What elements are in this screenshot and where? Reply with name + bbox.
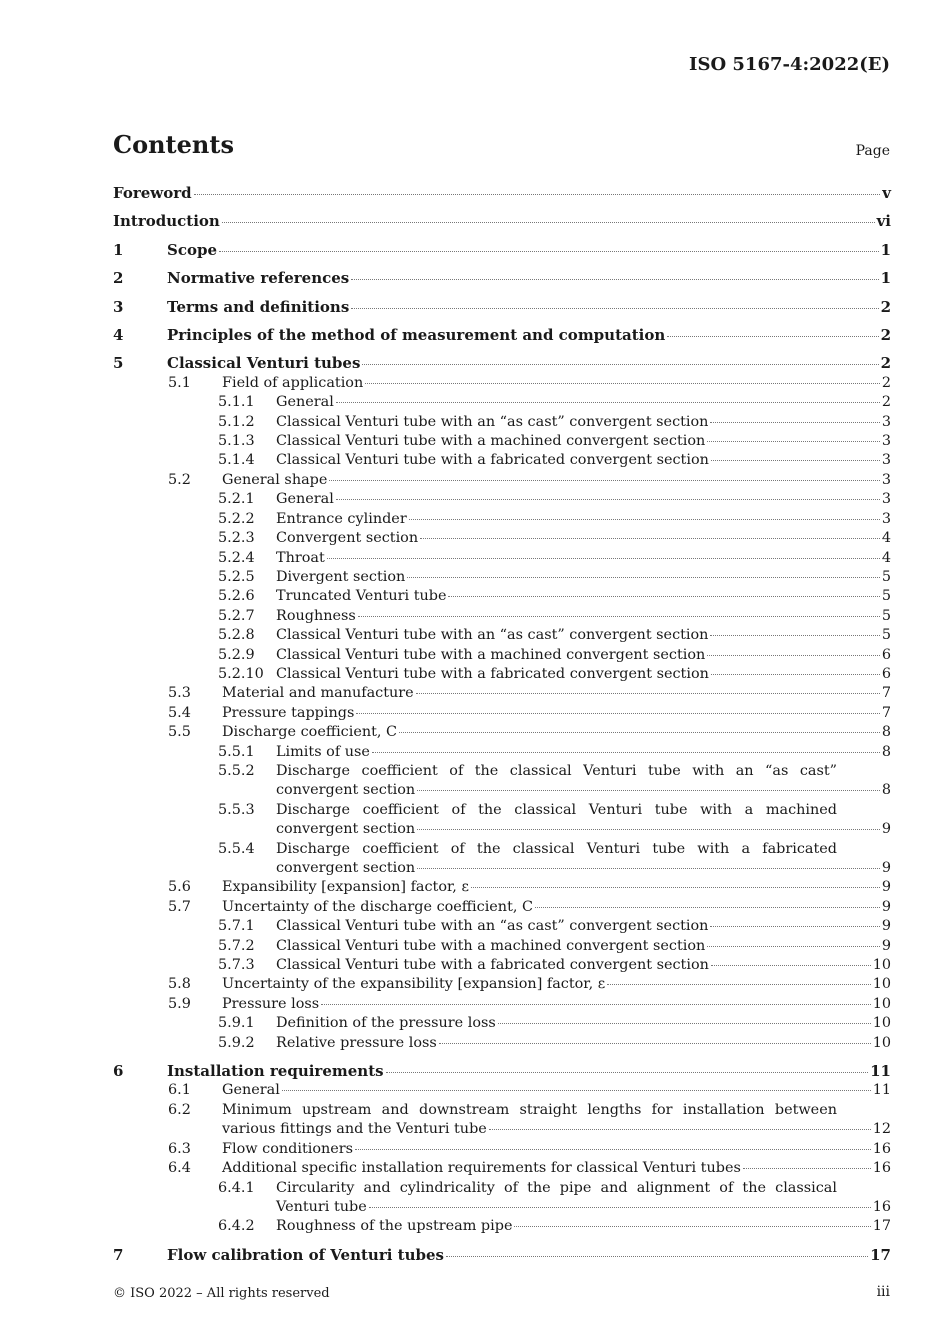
toc-entry[interactable]: [113, 1101, 891, 1140]
toc-entry-title: Classical Venturi tube with a machined convergent section: [276, 433, 706, 450]
toc-entry[interactable]: [113, 1159, 891, 1178]
toc-leader-dots: [329, 480, 879, 481]
toc-entry[interactable]: [113, 704, 891, 723]
toc-entry[interactable]: [113, 298, 891, 317]
toc-entry-page: 9: [881, 898, 891, 915]
toc-entry-page: 11: [870, 1062, 891, 1081]
toc-entry-number: 5.8: [168, 976, 191, 993]
toc-entry-page: 8: [881, 724, 891, 741]
toc-entry[interactable]: [113, 1217, 891, 1236]
toc-leader-dots: [336, 499, 880, 500]
toc-entry[interactable]: [113, 354, 891, 373]
toc-entry-page: 16: [872, 1198, 891, 1215]
toc-entry[interactable]: [113, 762, 891, 801]
toc-entry-title: Introduction: [113, 212, 220, 231]
toc-leader-dots: [711, 965, 871, 966]
toc-entry-page: 11: [872, 1082, 891, 1099]
toc-entry-page: 10: [872, 1015, 891, 1032]
toc-entry-number: 6.1: [168, 1082, 191, 1099]
toc-entry-page: 7: [881, 704, 891, 721]
toc-entry[interactable]: [113, 1062, 891, 1081]
toc-leader-dots: [420, 538, 880, 539]
toc-entry-title: Normative references: [167, 269, 350, 288]
toc-entry[interactable]: [113, 975, 891, 994]
toc-leader-dots: [219, 251, 879, 252]
toc-entry[interactable]: [113, 1140, 891, 1159]
toc-entry-page: 9: [881, 860, 891, 876]
toc-leader-dots: [356, 713, 880, 714]
toc-entry-page: 8: [881, 782, 891, 799]
toc-entry-title: Circularity and cylindricality of the pipe and alignment of the classical: [276, 1179, 837, 1196]
toc-entry-title: Discharge coefficient of the classical Venturi tube with an “as cast”: [276, 762, 837, 779]
toc-entry-page: 5: [881, 568, 891, 585]
toc-entry-number: 5.1: [168, 374, 191, 391]
toc-leader-dots: [399, 732, 880, 733]
toc-entry-page: 6: [881, 665, 891, 682]
page-number: iii: [876, 1284, 890, 1300]
toc-entry-number: 5.2.9: [218, 646, 255, 663]
toc-entry[interactable]: [113, 568, 891, 587]
toc-entry-title: Pressure loss: [222, 995, 320, 1012]
toc-entry-number: 5.2.5: [218, 568, 255, 585]
copyright-notice: © ISO 2022 – All rights reserved: [113, 1286, 330, 1301]
toc-entry-title: Limits of use: [276, 743, 370, 760]
toc-entry-title: Scope: [167, 240, 218, 259]
toc-entry-number: 5: [113, 354, 124, 373]
toc-entry-title: Discharge coefficient of the classical Venturi tube with a fabricated: [276, 840, 837, 857]
toc-entry-title: Classical Venturi tube with an “as cast” convergent section: [276, 413, 709, 430]
toc-entry-number: 5.7: [168, 898, 191, 915]
toc-entry-number: 5.1.3: [218, 433, 255, 450]
toc-entry-number: 5.2.4: [218, 549, 255, 566]
toc-entry-number: 5.5.4: [218, 840, 255, 857]
toc-entry[interactable]: [113, 490, 891, 509]
toc-entry[interactable]: [113, 684, 891, 703]
toc-entry[interactable]: [113, 646, 891, 665]
toc-entry-page: 2: [880, 297, 891, 316]
toc-entry-title: Foreword: [113, 184, 192, 202]
toc-entry-title: Uncertainty of the discharge coefficient, C: [222, 898, 534, 915]
toc-entry-page: vi: [876, 212, 891, 231]
toc-entry-title: General: [276, 491, 334, 508]
toc-entry[interactable]: [113, 184, 891, 203]
toc-entry-number: 5.6: [168, 879, 191, 896]
toc-entry[interactable]: [113, 878, 891, 897]
toc-entry-title-continued: convergent section: [276, 782, 416, 799]
toc-leader-dots: [417, 829, 880, 830]
toc-entry-title: Classical Venturi tubes: [167, 354, 361, 373]
toc-leader-dots: [417, 868, 880, 869]
toc-entry-page: 3: [881, 510, 891, 527]
toc-entry-title: Relative pressure loss: [276, 1034, 437, 1051]
toc-entry-title: Expansibility [expansion] factor, ε: [222, 879, 469, 896]
toc-entry-title-continued: Venturi tube: [276, 1198, 367, 1215]
toc-entry-title-continued: various fittings and the Venturi tube: [222, 1121, 487, 1138]
toc-entry-title: Discharge coefficient, C: [222, 724, 398, 741]
toc-entry[interactable]: [113, 212, 891, 231]
toc-entry-title: Classical Venturi tube with an “as cast” convergent section: [276, 918, 709, 935]
toc-entry[interactable]: [113, 393, 891, 412]
toc-entry-number: 6: [113, 1062, 124, 1081]
toc-entry[interactable]: [113, 241, 891, 260]
toc-entry-page: 3: [881, 413, 891, 430]
toc-entry-number: 5.2.3: [218, 530, 255, 547]
toc-entry[interactable]: [113, 587, 891, 606]
toc-entry-title: Terms and definitions: [167, 297, 350, 316]
toc-entry[interactable]: [113, 801, 891, 840]
toc-entry-title: General: [222, 1082, 280, 1099]
toc-entry-number: 3: [113, 297, 124, 316]
toc-entry-title: Principles of the method of measurement and computation: [167, 326, 666, 345]
toc-entry-page: 3: [881, 471, 891, 488]
toc-entry-title: Classical Venturi tube with a fabricated convergent section: [276, 665, 709, 682]
toc-entry[interactable]: [113, 549, 891, 568]
toc-entry-page: 4: [881, 549, 891, 566]
toc-entry-page: 10: [872, 1034, 891, 1051]
toc-entry[interactable]: [113, 326, 891, 345]
toc-entry-title: Uncertainty of the expansibility [expansion] factor, ε: [222, 976, 606, 993]
toc-leader-dots: [514, 1226, 870, 1227]
toc-entry-page: 3: [881, 433, 891, 450]
toc-entry-title: Flow calibration of Venturi tubes: [167, 1245, 444, 1264]
toc-entry[interactable]: [113, 995, 891, 1014]
toc-leader-dots: [667, 336, 878, 337]
toc-entry[interactable]: [113, 607, 891, 626]
toc-leader-dots: [194, 194, 881, 195]
toc-entry-page: 2: [881, 394, 891, 411]
toc-entry-title: General shape: [222, 471, 328, 488]
toc-entry[interactable]: [113, 510, 891, 529]
toc-entry[interactable]: [113, 723, 891, 742]
toc-entry[interactable]: [113, 374, 891, 393]
document-id: ISO 5167-4:2022(E): [689, 54, 890, 75]
toc-entry-title: Throat: [276, 549, 325, 566]
toc-entry-title: Roughness of the upstream pipe: [276, 1218, 513, 1235]
toc-entry-title: Roughness: [276, 607, 356, 624]
toc-leader-dots: [327, 558, 880, 559]
toc-entry[interactable]: [113, 665, 891, 684]
toc-entry-title: Truncated Venturi tube: [276, 588, 447, 605]
toc-entry-page: 7: [881, 685, 891, 702]
toc-entry-title: Pressure tappings: [222, 704, 355, 721]
toc-entry[interactable]: [113, 956, 891, 975]
toc-leader-dots: [710, 635, 879, 636]
toc-entry-number: 2: [113, 269, 124, 288]
toc-entry-page: 10: [872, 995, 891, 1012]
toc-entry[interactable]: [113, 471, 891, 490]
toc-entry-title: Material and manufacture: [222, 685, 414, 702]
toc-leader-dots: [417, 790, 880, 791]
toc-leader-dots: [336, 402, 880, 403]
toc-leader-dots: [743, 1168, 871, 1169]
toc-leader-dots: [372, 752, 880, 753]
toc-leader-dots: [471, 887, 880, 888]
toc-entry-page: 5: [881, 607, 891, 624]
toc-entry[interactable]: [113, 413, 891, 432]
toc-entry-number: 5.2: [168, 471, 191, 488]
toc-entry-title: Entrance cylinder: [276, 510, 407, 527]
toc-entry[interactable]: [113, 743, 891, 762]
toc-entry-page: v: [882, 184, 891, 202]
toc-entry-page: 8: [881, 743, 891, 760]
toc-entry-page: 16: [872, 1160, 891, 1177]
toc-entry-number: 6.4: [168, 1160, 191, 1177]
toc-entry-number: 5.2.1: [218, 491, 255, 508]
toc-entry-number: 4: [113, 326, 124, 345]
toc-entry-page: 4: [881, 530, 891, 547]
toc-entry[interactable]: [113, 451, 891, 470]
toc-entry-title: Minimum upstream and downstream straight lengths for installation between: [222, 1101, 837, 1118]
toc-entry-number: 5.1.2: [218, 413, 255, 430]
toc-leader-dots: [711, 674, 880, 675]
toc-entry[interactable]: [113, 1246, 891, 1265]
toc-entry-page: 10: [872, 976, 891, 993]
toc-entry-page: 2: [881, 374, 891, 391]
toc-leader-dots: [362, 364, 878, 365]
toc-entry-number: 5.2.7: [218, 607, 255, 624]
toc-entry-page: 1: [880, 240, 891, 259]
toc-entry-number: 5.5.1: [218, 743, 255, 760]
toc-leader-dots: [489, 1129, 871, 1130]
toc-leader-dots: [355, 1149, 871, 1150]
toc-entry-page: 2: [880, 354, 891, 373]
toc-entry-number: 7: [113, 1245, 124, 1264]
toc-entry-page: 10: [872, 957, 891, 974]
toc-entry-page: 5: [881, 627, 891, 644]
toc-entry-page: 3: [881, 491, 891, 508]
toc-entry-page: 17: [872, 1218, 891, 1235]
toc-entry-title: Divergent section: [276, 568, 406, 585]
toc-entry-page: 17: [870, 1245, 891, 1264]
toc-entry-title: General: [276, 394, 334, 411]
toc-entry-number: 5.2.8: [218, 627, 255, 644]
toc-entry-page: 6: [881, 646, 891, 663]
toc-entry-number: 5.1.1: [218, 394, 255, 411]
toc-entry[interactable]: [113, 626, 891, 645]
toc-entry-title: Installation requirements: [167, 1062, 384, 1081]
toc-entry-number: 5.2.6: [218, 588, 255, 605]
toc-leader-dots: [710, 422, 879, 423]
toc-leader-dots: [416, 693, 880, 694]
toc-entry-title: Additional specific installation requirements for classical Venturi tubes: [222, 1160, 741, 1177]
toc-leader-dots: [446, 1256, 868, 1257]
toc-leader-dots: [321, 1004, 871, 1005]
toc-entry-number: 5.5.2: [218, 762, 255, 779]
toc-leader-dots: [707, 946, 880, 947]
table-of-contents: [113, 184, 891, 1265]
toc-entry-title: Classical Venturi tube with a fabricated convergent section: [276, 957, 709, 974]
toc-leader-dots: [358, 616, 880, 617]
toc-leader-dots: [535, 907, 880, 908]
toc-entry-title: Classical Venturi tube with an “as cast” convergent section: [276, 627, 709, 644]
toc-entry[interactable]: [113, 529, 891, 548]
toc-entry-page: 1: [880, 269, 891, 288]
toc-leader-dots: [707, 655, 880, 656]
toc-entry-page: 9: [881, 918, 891, 935]
toc-entry-title: Discharge coefficient of the classical Venturi tube with a machined: [276, 801, 837, 818]
toc-entry[interactable]: [113, 937, 891, 956]
toc-entry-title: Classical Venturi tube with a machined convergent section: [276, 937, 706, 954]
toc-leader-dots: [351, 308, 878, 309]
toc-leader-dots: [448, 596, 879, 597]
toc-leader-dots: [409, 519, 880, 520]
toc-entry-title: Field of application: [222, 374, 364, 391]
toc-leader-dots: [439, 1043, 871, 1044]
toc-leader-dots: [351, 279, 878, 280]
toc-entry-page: 5: [881, 588, 891, 605]
toc-entry-number: 5.2.2: [218, 510, 255, 527]
toc-entry-number: 5.7.3: [218, 957, 255, 974]
contents-heading: Contents: [113, 130, 234, 159]
toc-entry[interactable]: [113, 1179, 891, 1218]
toc-leader-dots: [365, 383, 880, 384]
toc-entry-title: Classical Venturi tube with a machined convergent section: [276, 646, 706, 663]
toc-entry-number: 5.3: [168, 685, 191, 702]
toc-leader-dots: [607, 984, 870, 985]
toc-entry-number: 5.5: [168, 724, 191, 741]
toc-entry-title: Classical Venturi tube with a fabricated convergent section: [276, 452, 709, 469]
toc-entry-title-continued: convergent section: [276, 860, 416, 876]
toc-entry-number: 6.4.2: [218, 1218, 255, 1235]
toc-entry-number: 5.5.3: [218, 801, 255, 818]
toc-entry-number: 5.1.4: [218, 452, 255, 469]
toc-entry-number: 5.7.2: [218, 937, 255, 954]
toc-leader-dots: [711, 460, 880, 461]
toc-leader-dots: [282, 1090, 871, 1091]
toc-entry-title-continued: convergent section: [276, 821, 416, 838]
toc-leader-dots: [707, 441, 880, 442]
toc-entry-number: 5.2.10: [218, 665, 264, 682]
toc-entry-title: Definition of the pressure loss: [276, 1015, 496, 1032]
toc-entry[interactable]: [113, 1081, 891, 1100]
toc-entry-number: 6.2: [168, 1101, 191, 1118]
toc-entry-number: 5.4: [168, 704, 191, 721]
toc-entry-number: 5.7.1: [218, 918, 255, 935]
page-column-label: Page: [855, 143, 890, 159]
toc-entry[interactable]: [113, 1034, 891, 1053]
toc-entry[interactable]: [113, 898, 891, 917]
toc-leader-dots: [222, 222, 875, 223]
toc-entry-title: Convergent section: [276, 530, 419, 547]
toc-entry-page: 12: [872, 1121, 891, 1138]
toc-entry-number: 5.9: [168, 995, 191, 1012]
toc-entry-page: 3: [881, 452, 891, 469]
toc-entry-number: 6.4.1: [218, 1179, 255, 1196]
toc-entry[interactable]: [113, 432, 891, 451]
toc-leader-dots: [386, 1072, 869, 1073]
toc-entry[interactable]: [113, 269, 891, 288]
toc-leader-dots: [369, 1207, 871, 1208]
toc-entry-page: 9: [881, 821, 891, 838]
toc-leader-dots: [498, 1023, 871, 1024]
toc-entry[interactable]: [113, 917, 891, 936]
toc-leader-dots: [710, 926, 879, 927]
toc-entry-page: 9: [881, 937, 891, 954]
toc-entry[interactable]: [113, 840, 891, 879]
toc-leader-dots: [407, 577, 880, 578]
toc-entry-number: 6.3: [168, 1140, 191, 1157]
toc-entry-number: 5.9.2: [218, 1034, 255, 1051]
toc-entry-page: 2: [880, 326, 891, 345]
toc-entry-page: 9: [881, 879, 891, 896]
toc-entry-number: 5.9.1: [218, 1015, 255, 1032]
toc-entry-title: Flow conditioners: [222, 1140, 354, 1157]
toc-entry-page: 16: [872, 1140, 891, 1157]
toc-entry[interactable]: [113, 1014, 891, 1033]
toc-entry-number: 1: [113, 240, 124, 259]
